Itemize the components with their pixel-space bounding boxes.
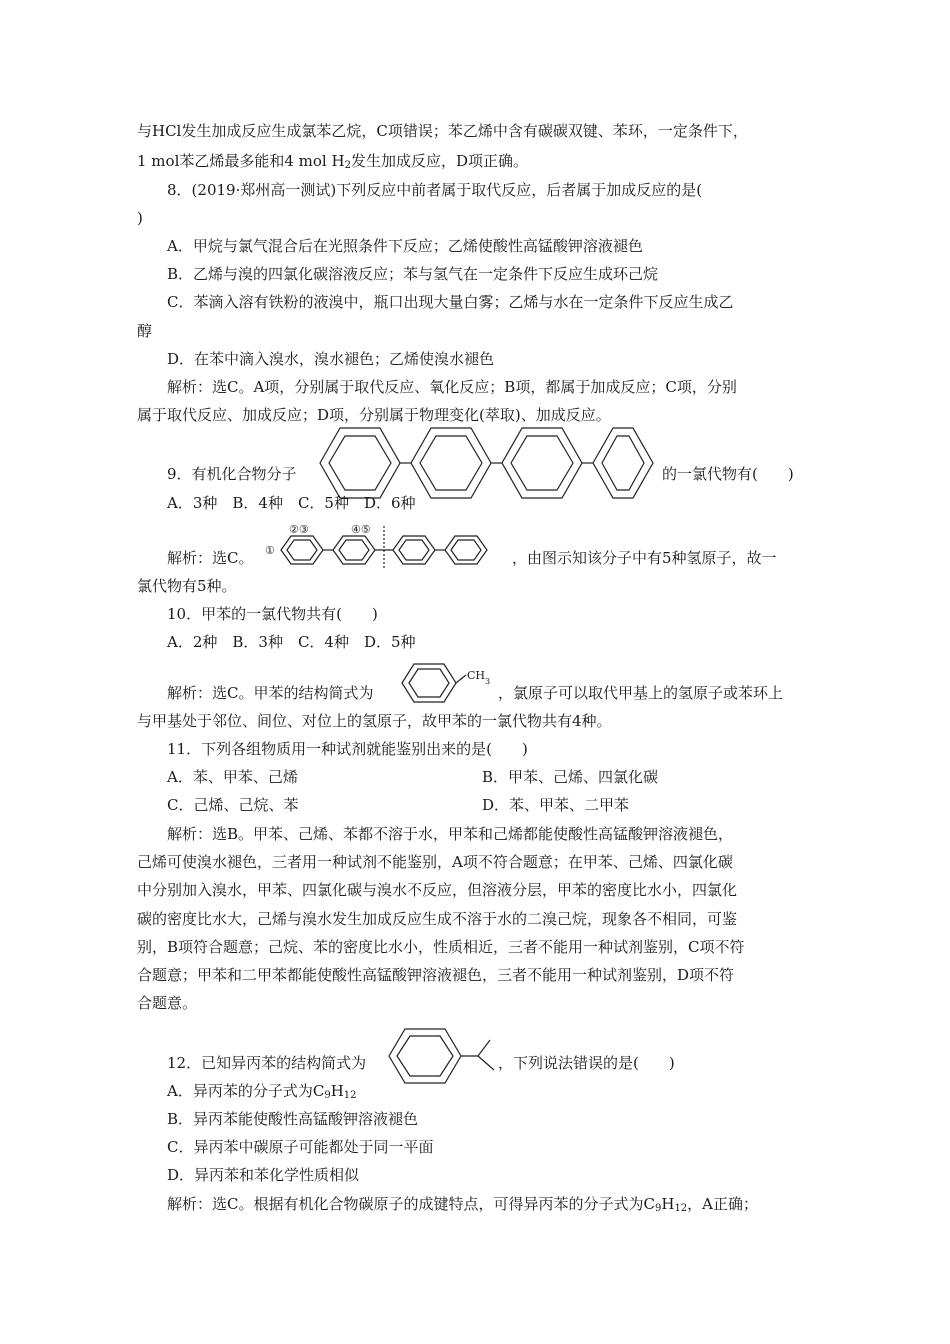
answer-11-cont: 碳的密度比水大，己烯与溴水发生加成反应生成不溶于水的二溴己烷，现象各不相同，可鉴 [137, 910, 738, 928]
answer-11: 解析：选B。甲苯、己烯、苯都不溶于水，甲苯和己烯都能使酸性高锰酸钾溶液褪色， [167, 825, 734, 843]
option-a: A．苯、甲苯、己烯 [167, 768, 298, 786]
answer-8: 解析：选C。A项，分别属于取代反应、氧化反应；B项，都属于加成反应；C项，分别 [167, 378, 737, 396]
option-c: C．己烯、己烷、苯 [167, 796, 299, 814]
option-a: A．异丙苯的分子式为$C_9H_{12}$ [167, 1082, 357, 1101]
answer-11-cont: 中分别加入溴水，甲苯、四氯化碳与溴水不反应，但溶液分层，甲苯的密度比水小，四氯化 [137, 881, 738, 899]
question-9-suffix: 的一氯代物有( ) [662, 465, 794, 483]
question-12-suffix: ，下列说法错误的是( ) [498, 1054, 675, 1072]
option-d: D．苯、甲苯、二甲苯 [482, 796, 630, 814]
question-10: 10．甲苯的一氯代物共有( ) [167, 605, 378, 623]
methyl-group-label: $CH_3$ [467, 669, 491, 686]
question-10-options: A．2种 B．3种 C．4种 D．5种 [167, 633, 416, 651]
answer-9-cont: 氯代物有5种。 [137, 577, 237, 595]
question-11-row1 [167, 767, 827, 787]
option-d: D．异丙苯和苯化学性质相似 [167, 1166, 360, 1184]
isopropylbenzene-structure-icon [386, 1026, 498, 1086]
option-c: C．异丙苯中碳原子可能都处于同一平面 [167, 1138, 434, 1156]
option-b: B．异丙苯能使酸性高锰酸钾溶液褪色 [167, 1110, 419, 1128]
answer-11-cont: 合题意；甲苯和二甲苯都能使酸性高锰酸钾溶液褪色，三者不能用一种试剂鉴别，D项不符 [137, 966, 735, 984]
answer-8-cont: 属于取代反应、加成反应；D项，分别属于物理变化(萃取)、加成反应。 [137, 406, 611, 424]
answer-11-cont: 别，B项符合题意；己烷、苯的密度比水小，性质相近，三者不能用一种试剂鉴别，C项不符 [137, 938, 745, 956]
question-11: 11．下列各组物质用一种试剂就能鉴别出来的是( ) [167, 740, 528, 758]
question-9-prefix: 9．有机化合物分子 [167, 465, 297, 483]
option-d: D．在苯中滴入溴水，溴水褪色；乙烯使溴水褪色 [167, 350, 495, 368]
position-label-45: ④⑤ [351, 523, 371, 536]
toluene-structure-icon [398, 661, 496, 705]
answer-11-cont: 合题意。 [137, 994, 198, 1012]
question-11-row2 [167, 795, 827, 815]
position-label-1: ① [265, 544, 275, 557]
answer-10-cont: 与甲基处于邻位、间位、对位上的氢原子，故甲苯的一氯代物共有4种。 [137, 712, 612, 730]
option-b: B．甲苯、己烯、四氯化碳 [482, 768, 659, 786]
question-8: 8．(2019·郑州高一测试)下列反应中前者属于取代反应，后者属于加成反应的是( [167, 181, 703, 199]
question-8-end: ) [137, 209, 143, 227]
text-line: 1 mol苯乙烯最多能和4 mol $H_2$发生加成反应，D项正确。 [137, 152, 528, 171]
answer-10-suffix: ，氯原子可以取代甲基上的氢原子或苯环上 [498, 684, 784, 702]
quaterphenyl-structure-icon [315, 426, 660, 500]
option-c: C．苯滴入溶有铁粉的液溴中，瓶口出现大量白雾；乙烯与水在一定条件下反应生成乙 [167, 293, 734, 311]
option-a: A．甲烷与氯气混合后在光照条件下反应；乙烯使酸性高锰酸钾溶液褪色 [167, 237, 643, 255]
answer-11-cont: 己烯可使溴水褪色，三者用一种试剂不能鉴别，A项不符合题意；在甲苯、己烯、四氯化碳 [137, 853, 733, 871]
answer-9-prefix: 解析：选C。 [167, 549, 254, 567]
answer-10-prefix: 解析：选C。甲苯的结构简式为 [167, 684, 374, 702]
question-9-options: A．3种 B．4种 C．5种 D．6种 [167, 494, 416, 512]
text-line: 与HCl发生加成反应生成氯苯乙烷，C项错误；苯乙烯中含有碳碳双键、苯环，一定条件下， [137, 122, 748, 140]
answer-12: 解析：选C。根据有机化合物碳原子的成键特点，可得异丙苯的分子式为$C_9H_{12}$，A正确； [167, 1195, 759, 1214]
option-b: B．乙烯与溴的四氯化碳溶液反应；苯与氢气在一定条件下反应生成环己烷 [167, 265, 659, 283]
position-label-23: ②③ [289, 523, 309, 536]
answer-9-suffix: ，由图示知该分子中有5种氢原子，故一 [512, 549, 777, 567]
option-c-cont: 醇 [137, 322, 153, 340]
question-12-prefix: 12．已知异丙苯的结构简式为 [167, 1054, 367, 1072]
quaterphenyl-labeled-structure-icon [265, 520, 515, 572]
